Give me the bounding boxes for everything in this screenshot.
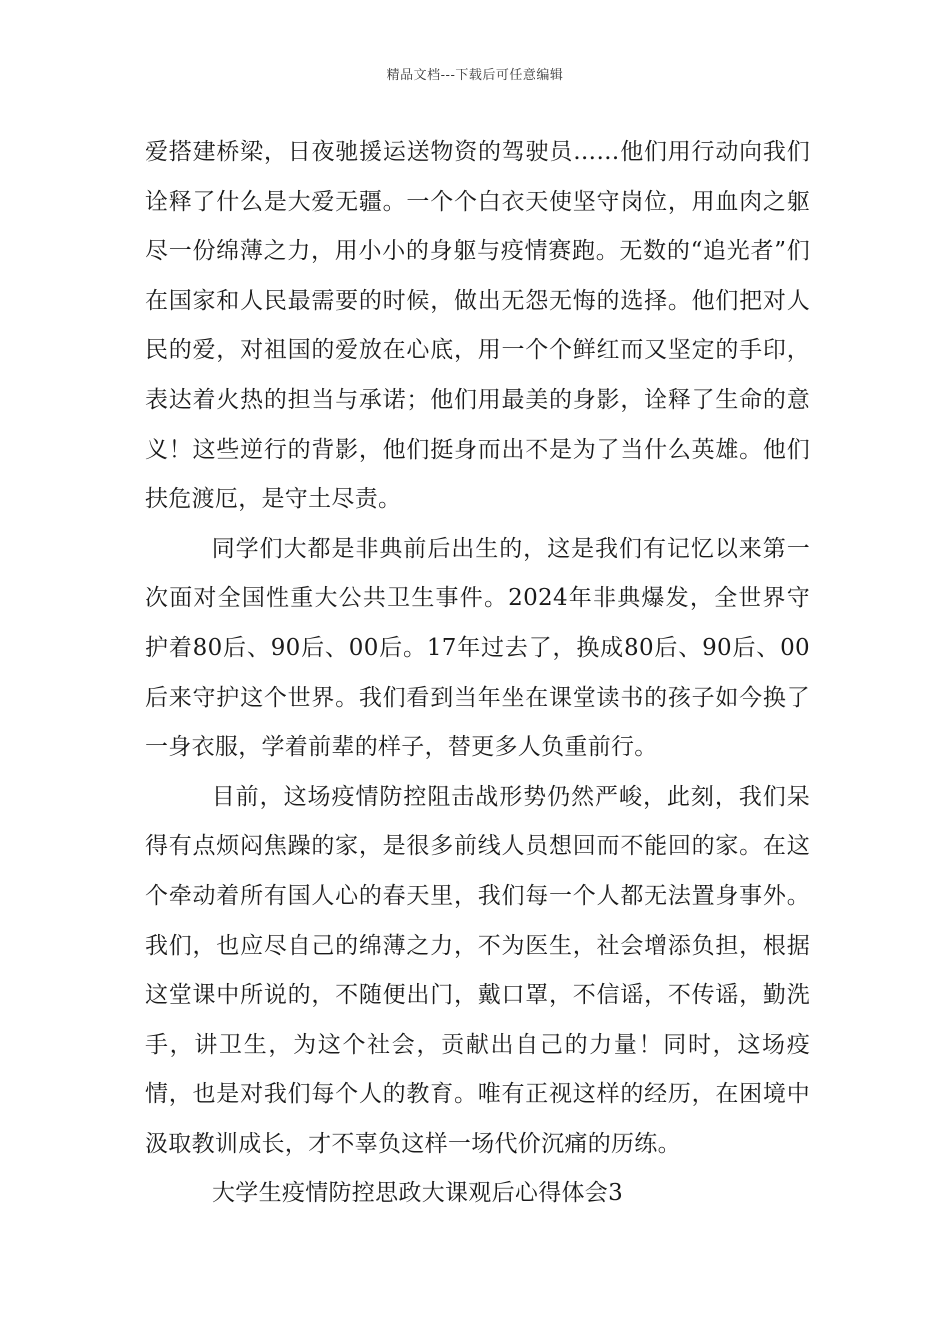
section-heading: 大学生疫情防控思政大课观后心得体会3	[212, 1180, 624, 1207]
body-paragraph: 爱搭建桥梁，日夜驰援运送物资的驾驶员……他们用行动向我们诠释了什么是大爱无疆。一个个白衣天使坚守岗位，用血肉之躯尽一份绵薄之力，用小小的身躯与疫情赛跑。无数的“追光者”们在国家和人民最需要的时候，做出无怨无悔的选择。他们把对人民的爱，对祖国的爱放在心底，用一个个鲜红而又坚定的手印，表达着火热的担当与承诺；他们用最美的身影，诠释了生命的意义！这些逆行的背影，他们挺身而出不是为了当什么英雄。他们扶危渡厄，是守土尽责。	[145, 139, 810, 513]
page-header: 精品文档---下载后可任意编辑	[386, 68, 564, 83]
body-paragraph: 同学们大都是非典前后出生的，这是我们有记忆以来第一次面对全国性重大公共卫生事件。2024年非典爆发，全世界守护着80后、90后、00后。17年过去了，换成80后、90后、00后来守护这个世界。我们看到当年坐在课堂读书的孩子如今换了一身衣服，学着前辈的样子，替更多人负重前行。	[145, 535, 810, 761]
body-paragraph: 目前，这场疫情防控阻击战形势仍然严峻，此刻，我们呆得有点烦闷焦躁的家，是很多前线人员想回而不能回的家。在这个牵动着所有国人心的春天里，我们每一个人都无法置身事外。我们，也应尽自己的绵薄之力，不为医生，社会增添负担，根据这堂课中所说的，不随便出门，戴口罩，不信谣，不传谣，勤洗手，讲卫生，为这个社会，贡献出自己的力量！同时，这场疫情，也是对我们每个人的教育。唯有正视这样的经历，在困境中汲取教训成长，才不辜负这样一场代价沉痛的历练。	[145, 783, 810, 1157]
document-body	[145, 128, 810, 1219]
